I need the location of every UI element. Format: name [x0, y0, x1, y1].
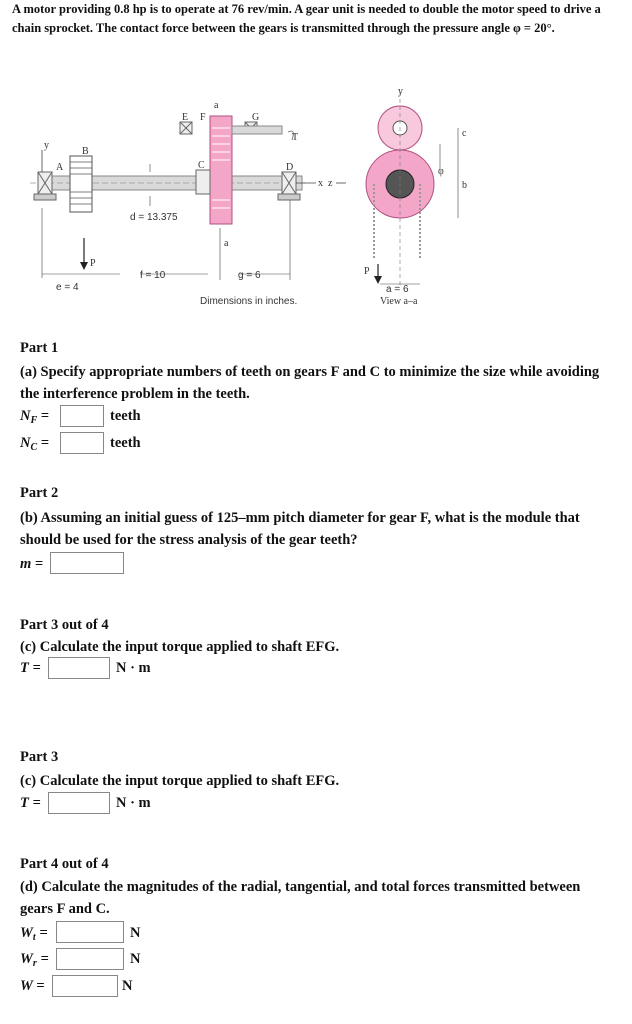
view-label-p: P [364, 266, 370, 277]
t-label-a: T = [20, 660, 41, 676]
part2-question: (b) Assuming an initial guess of 125–mm pitch diameter for gear F, what is the module that should be used for the stress analysis of the gear teeth? [20, 510, 580, 548]
w-label: W = [20, 978, 45, 994]
label-f: F [200, 112, 206, 123]
view-label-y: y [398, 88, 403, 97]
nc-unit: teeth [110, 435, 141, 451]
wt-input[interactable] [56, 921, 124, 943]
label-b-dim: b [462, 180, 467, 191]
label-phi: φ [438, 166, 444, 177]
label-c: C [198, 160, 205, 171]
wr-unit: N [130, 951, 141, 967]
label-c-dim: c [462, 128, 467, 139]
nf-label: $N_F$ = [20, 408, 50, 426]
part3b-heading: Part 3 [20, 749, 59, 765]
part4-heading: Part 4 out of 4 [20, 856, 109, 872]
label-e: E [182, 112, 189, 123]
part3a-question: (c) Calculate the input torque applied to shaft EFG. [20, 639, 340, 655]
t-label-b: T = [20, 795, 41, 811]
part3a-heading: Part 3 out of 4 [20, 617, 109, 633]
dim-e: e = 4 [56, 282, 79, 293]
m-input[interactable] [50, 552, 124, 574]
label-d: D [286, 162, 294, 173]
part4-question: (d) Calculate the magnitudes of the radial, tangential, and total forces transmitted between gears F and C. [20, 879, 581, 917]
label-z: z [328, 178, 333, 189]
dim-f: f = 10 [140, 270, 166, 281]
part2-heading: Part 2 [20, 485, 59, 501]
t-unit-a: N · m [116, 660, 151, 676]
dim-g: g = 6 [238, 270, 261, 281]
label-torque: T [292, 132, 299, 143]
wr-label: $W_r$ = [20, 951, 49, 969]
label-a: A [56, 162, 64, 173]
w-unit: N [122, 978, 133, 994]
part1-question: (a) Specify appropriate numbers of teeth on gears F and C to minimize the size while avoiding the interference problem in the teeth. [20, 364, 600, 402]
label-y: y [44, 140, 49, 151]
label-a-top: a [214, 100, 219, 111]
t-input-b[interactable] [48, 792, 110, 814]
wt-unit: N [130, 925, 141, 941]
label-a-bottom: a [224, 238, 229, 249]
t-unit-b: N · m [116, 795, 151, 811]
m-label: m = [20, 556, 44, 572]
caption-units: Dimensions in inches. [200, 296, 298, 307]
problem-intro: A motor providing 0.8 hp is to operate at 76 rev/min. A gear unit is needed to double the motor speed to drive a chain sprocket. The contact force between the gears is transmitted through the pressure angle φ = 20°. [12, 2, 601, 35]
part3b-question: (c) Calculate the input torque applied to shaft EFG. [20, 773, 340, 789]
dim-d: d = 13.375 [130, 212, 178, 223]
wt-label: $W_t$ = [20, 925, 48, 943]
nc-label: $N_C$ = [20, 435, 50, 453]
nf-unit: teeth [110, 408, 141, 424]
nc-input[interactable] [60, 432, 104, 454]
dim-a: a = 6 [386, 284, 409, 295]
wr-input[interactable] [56, 948, 124, 970]
w-input[interactable] [52, 975, 118, 997]
label-g: G [252, 112, 260, 123]
gear-train-figure [0, 88, 632, 313]
caption-view: View a–a [380, 296, 418, 307]
label-x: x [318, 178, 323, 189]
nf-input[interactable] [60, 405, 104, 427]
t-input-a[interactable] [48, 657, 110, 679]
label-p: P [90, 258, 96, 269]
label-b: B [82, 146, 89, 157]
part1-heading: Part 1 [20, 340, 59, 356]
